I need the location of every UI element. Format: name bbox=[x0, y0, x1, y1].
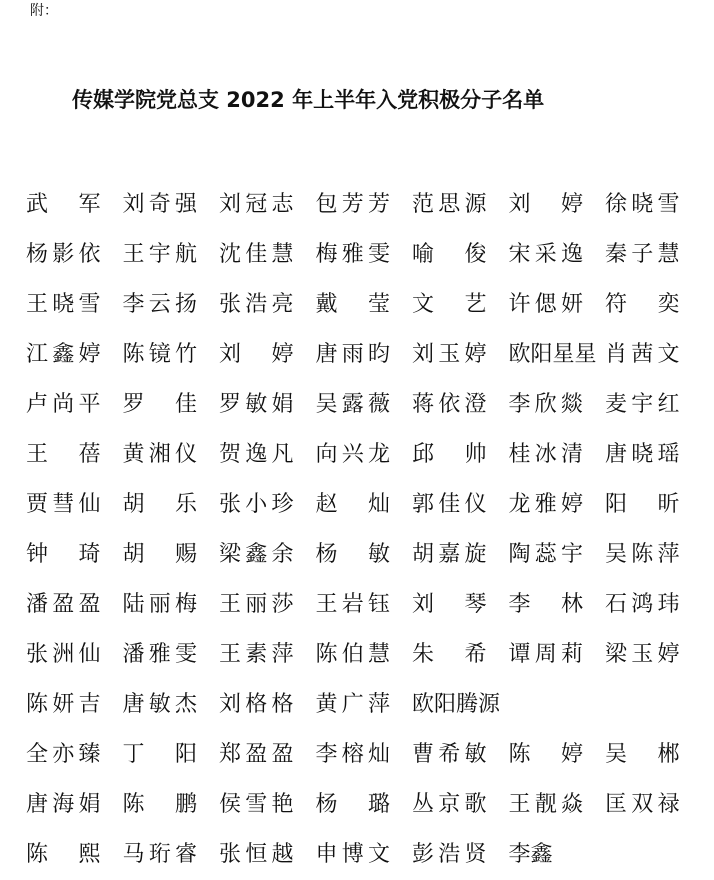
name-cell: 钟 琦 bbox=[26, 542, 101, 567]
name-cell: 彭浩贤 bbox=[412, 842, 487, 867]
name-cell: 曹希敏 bbox=[412, 742, 487, 767]
name-cell: 罗 佳 bbox=[122, 392, 197, 417]
name-cell: 朱 希 bbox=[412, 642, 487, 667]
name-cell: 潘雅雯 bbox=[122, 642, 197, 667]
name-cell: 武 军 bbox=[26, 192, 101, 217]
name-cell: 李榕灿 bbox=[315, 742, 390, 767]
name-cell: 唐海娟 bbox=[26, 792, 101, 817]
name-cell: 陈 熙 bbox=[26, 842, 101, 867]
name-cell: 全亦臻 bbox=[26, 742, 101, 767]
name-cell: 吴露薇 bbox=[315, 392, 390, 417]
name-row bbox=[26, 480, 714, 530]
name-cell: 欧阳星星 bbox=[508, 342, 597, 367]
name-cell: 侯雪艳 bbox=[219, 792, 294, 817]
name-cell: 刘格格 bbox=[219, 692, 294, 717]
name-cell: 吴陈萍 bbox=[605, 542, 680, 567]
name-cell: 刘玉婷 bbox=[412, 342, 487, 367]
name-cell: 阳 昕 bbox=[605, 492, 680, 517]
name-cell: 肖茜文 bbox=[605, 342, 680, 367]
name-row bbox=[26, 330, 714, 380]
name-cell: 刘 琴 bbox=[412, 592, 487, 617]
name-cell: 陈 婷 bbox=[508, 742, 583, 767]
name-cell: 桂冰清 bbox=[508, 442, 583, 467]
name-cell: 陈伯慧 bbox=[315, 642, 390, 667]
name-cell: 李 林 bbox=[508, 592, 583, 617]
name-cell: 麦宇红 bbox=[605, 392, 680, 417]
name-row bbox=[26, 380, 714, 430]
name-cell: 符 奕 bbox=[605, 292, 680, 317]
name-cell: 蒋依澄 bbox=[412, 392, 487, 417]
name-cell: 欧阳腾源 bbox=[412, 692, 501, 717]
name-row bbox=[26, 230, 714, 280]
name-cell: 王靓焱 bbox=[508, 792, 583, 817]
name-cell: 梁鑫余 bbox=[219, 542, 294, 567]
name-cell: 沈佳慧 bbox=[219, 242, 294, 267]
name-row bbox=[26, 830, 714, 880]
name-cell: 罗敏娟 bbox=[219, 392, 294, 417]
name-cell: 匡双禄 bbox=[605, 792, 680, 817]
name-row bbox=[26, 280, 714, 330]
page-title: 传媒学院党总支 2022 年上半年入党积极分子名单 bbox=[72, 88, 545, 112]
name-cell: 邱 帅 bbox=[412, 442, 487, 467]
name-cell: 胡 乐 bbox=[122, 492, 197, 517]
name-cell: 刘奇强 bbox=[122, 192, 197, 217]
name-cell: 郭佳仪 bbox=[412, 492, 487, 517]
name-cell: 李欣燚 bbox=[508, 392, 583, 417]
name-cell: 张小珍 bbox=[219, 492, 294, 517]
name-cell: 唐雨昀 bbox=[315, 342, 390, 367]
name-cell: 喻 俊 bbox=[412, 242, 487, 267]
name-cell: 吴 郴 bbox=[605, 742, 680, 767]
name-cell: 张恒越 bbox=[219, 842, 294, 867]
name-cell: 王素萍 bbox=[219, 642, 294, 667]
name-cell: 王 蓓 bbox=[26, 442, 101, 467]
name-cell: 丛京歌 bbox=[412, 792, 487, 817]
name-cell: 范思源 bbox=[412, 192, 487, 217]
name-cell: 王丽莎 bbox=[219, 592, 294, 617]
name-cell: 唐晓瑶 bbox=[605, 442, 680, 467]
name-cell: 刘冠志 bbox=[219, 192, 294, 217]
name-cell: 张浩亮 bbox=[219, 292, 294, 317]
name-row bbox=[26, 430, 714, 480]
name-cell: 江鑫婷 bbox=[26, 342, 101, 367]
name-cell: 唐敏杰 bbox=[122, 692, 197, 717]
name-cell: 宋采逸 bbox=[508, 242, 583, 267]
name-cell: 杨 璐 bbox=[315, 792, 390, 817]
name-row bbox=[26, 780, 714, 830]
name-cell: 刘 婷 bbox=[508, 192, 583, 217]
name-cell: 秦子慧 bbox=[605, 242, 680, 267]
name-cell: 张洲仙 bbox=[26, 642, 101, 667]
name-cell: 马珩睿 bbox=[122, 842, 197, 867]
name-cell: 卢尚平 bbox=[26, 392, 101, 417]
name-cell: 黄湘仪 bbox=[122, 442, 197, 467]
name-cell: 许偲妍 bbox=[508, 292, 583, 317]
name-cell: 龙雅婷 bbox=[508, 492, 583, 517]
name-cell: 王宇航 bbox=[122, 242, 197, 267]
name-cell: 郑盈盈 bbox=[219, 742, 294, 767]
name-cell: 陈 鹏 bbox=[122, 792, 197, 817]
name-cell: 梁玉婷 bbox=[605, 642, 680, 667]
name-cell: 徐晓雪 bbox=[605, 192, 680, 217]
name-row bbox=[26, 680, 714, 730]
name-cell: 赵 灿 bbox=[315, 492, 390, 517]
name-cell: 李云扬 bbox=[122, 292, 197, 317]
name-cell: 胡嘉旋 bbox=[412, 542, 487, 567]
name-cell: 刘 婷 bbox=[219, 342, 294, 367]
name-row bbox=[26, 580, 714, 630]
name-cell: 李鑫 bbox=[508, 842, 553, 867]
name-cell: 陶蕊宇 bbox=[508, 542, 583, 567]
name-cell: 陈妍吉 bbox=[26, 692, 101, 717]
name-row bbox=[26, 730, 714, 780]
name-list bbox=[26, 180, 714, 880]
name-cell: 谭周莉 bbox=[508, 642, 583, 667]
name-cell: 贾彗仙 bbox=[26, 492, 101, 517]
name-cell: 王岩钰 bbox=[315, 592, 390, 617]
name-cell: 包芳芳 bbox=[315, 192, 390, 217]
name-cell: 申博文 bbox=[315, 842, 390, 867]
name-cell: 陈镜竹 bbox=[122, 342, 197, 367]
name-cell: 石鸿玮 bbox=[605, 592, 680, 617]
name-cell: 王晓雪 bbox=[26, 292, 101, 317]
name-cell: 贺逸凡 bbox=[219, 442, 294, 467]
name-cell: 潘盈盈 bbox=[26, 592, 101, 617]
name-cell: 丁 阳 bbox=[122, 742, 197, 767]
name-row bbox=[26, 530, 714, 580]
name-cell: 向兴龙 bbox=[315, 442, 390, 467]
name-cell: 梅雅雯 bbox=[315, 242, 390, 267]
name-cell: 杨影依 bbox=[26, 242, 101, 267]
name-cell: 陆丽梅 bbox=[122, 592, 197, 617]
name-row bbox=[26, 180, 714, 230]
name-row bbox=[26, 630, 714, 680]
name-cell: 胡 赐 bbox=[122, 542, 197, 567]
name-cell: 杨 敏 bbox=[315, 542, 390, 567]
name-cell: 戴 莹 bbox=[315, 292, 390, 317]
name-cell: 文 艺 bbox=[412, 292, 487, 317]
name-cell: 黄广萍 bbox=[315, 692, 390, 717]
attachment-label: 附： bbox=[30, 3, 58, 19]
